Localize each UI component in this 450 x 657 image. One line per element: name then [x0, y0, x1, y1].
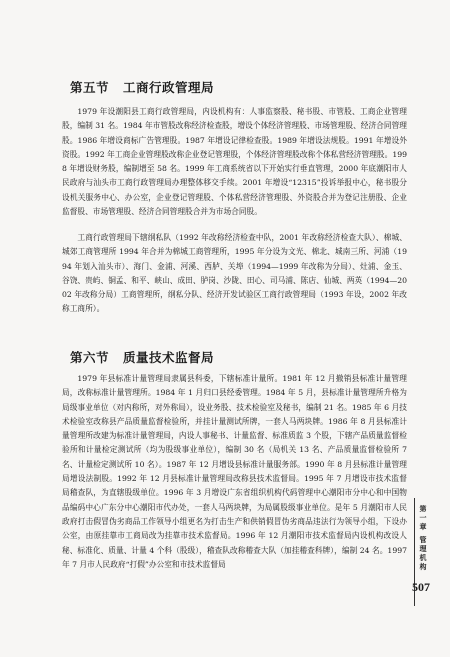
- body-paragraph: 1979 年县标准计量管理局隶属县科委，下辖标准计量所。1981 年 12 月撤销县标准计量管理局，改称标准计量管理所。1984 年 1 月归口县经委管理。1984 年 5 月，县标准计量管理所升格为局级事业单位（对内称所，对外称局），设业务股、技术检验室及秘书，编制 21 名。1985 年 6 月技术检验室改称县产品质量监督检验所，并挂计量测试所牌，一套人马两块牌。1986 年 8 月县标准计量管理所改建为标准计量管理局，内设人事秘书、计量监督、标准质监 3 个股，下辖产品质量监督检验所和计量检定测试所（均为股级事业单位），编制 30 名（局机关 13 名、产品质量监督检验所 7 名、计量检定测试所 10 名）。1987 年 12 月增设县标准计量服务部。1990 年 8 月县标准计量管理局增设法制股。1992 年 12 月县标准计量管理局改称县技术监督局。1995 年 7 月增设市技术监督局稽查队，为直辖股级单位。1996 年 3 月增设广东省组织机构代码管理中心潮阳市分中心和中国物品编码中心广东分中心潮阳市代办处，一套人马两块牌，为局属股级事业单位。是年 5 月潮阳市人民政府打击假冒伪劣商品工作领导小组更名为打击生产和供销假冒伪劣商品违法行为领导小组，下设办公室，由原挂靠市工商局改为挂靠市技术监督局。1996 年 12 月潮阳市技术监督局内设机构改设人秘、标准化、质量、计量 4 个科（股级），稽查队改称稽查大队（加挂稽查科牌），编制 24 名。1997 年 7 月市人民政府“打假”办公室和市技术监督局: [62, 374, 407, 569]
- section-title: 工商行政管理局: [123, 80, 215, 95]
- section-number: 第六节: [70, 350, 110, 365]
- chapter-name: 管 理 机 构: [419, 536, 427, 571]
- section-heading: [70, 78, 214, 96]
- body-paragraph: 工商行政管理局下辖纲私队（1992 年改称经济检查中队，2001 年改称经济检查大队）、棉城、城郊工商管理所 1994 年合并为棉城工商管理所，1995 年分设为文光、棉北、城南三所、河浦（1994 年划入汕头市）、海门、金浦、河溪、西胪、关埠（1994—1999 年改称为分局）、灶浦、金玉、谷饶、贵屿、铜孟、和平、峡山、成田、胪岗、沙陇、田心、司马浦、陈店、仙城、两英（1994—2002 年改称分局）工商管理所，纲私分队、经济开发试验区工商行政管理局（1993 年设，2002 年改称工商所）。: [62, 233, 407, 314]
- chapter-sidebar: [417, 505, 429, 572]
- chapter-label: 第 一 章: [419, 505, 427, 531]
- page-number: 507: [412, 580, 430, 594]
- section-number: 第五节: [70, 80, 110, 95]
- section-title: 质量技术监督局: [123, 350, 215, 365]
- section-heading: [70, 348, 214, 366]
- body-paragraph: 1979 年设潮阳县工商行政管理局，内设机构有：人事监察股、秘书股、市管股、工商企业管理股，编制 31 名。1984 年市管股改称经济检查股，增设个体经济管理股、市场管理股、经济合同管理股。1986 年增设商标广告管理股。1987 年增设记律检查股。1989 年增设法规股。1991 年增设外资股。1992 年工商企业管理股改称企业登记管理股，个体经济管理股改称个体私营经济管理股。1998 年增设财务股，编制增至 58 名。1999 年工商系统省以下开始实行垂直管理，2000 年底潮阳市人民政府与汕头市工商行政管理局办理整体移交手续。2001 年增设“12315”投诉举报中心，秘书股分设机关服务中心、办公室，企业登记管理股、个体私营经济管理股、外资股合并为登记注册股、企业监督股、市场管理股、经济合同管理股合并为市场合同股。: [62, 107, 407, 217]
